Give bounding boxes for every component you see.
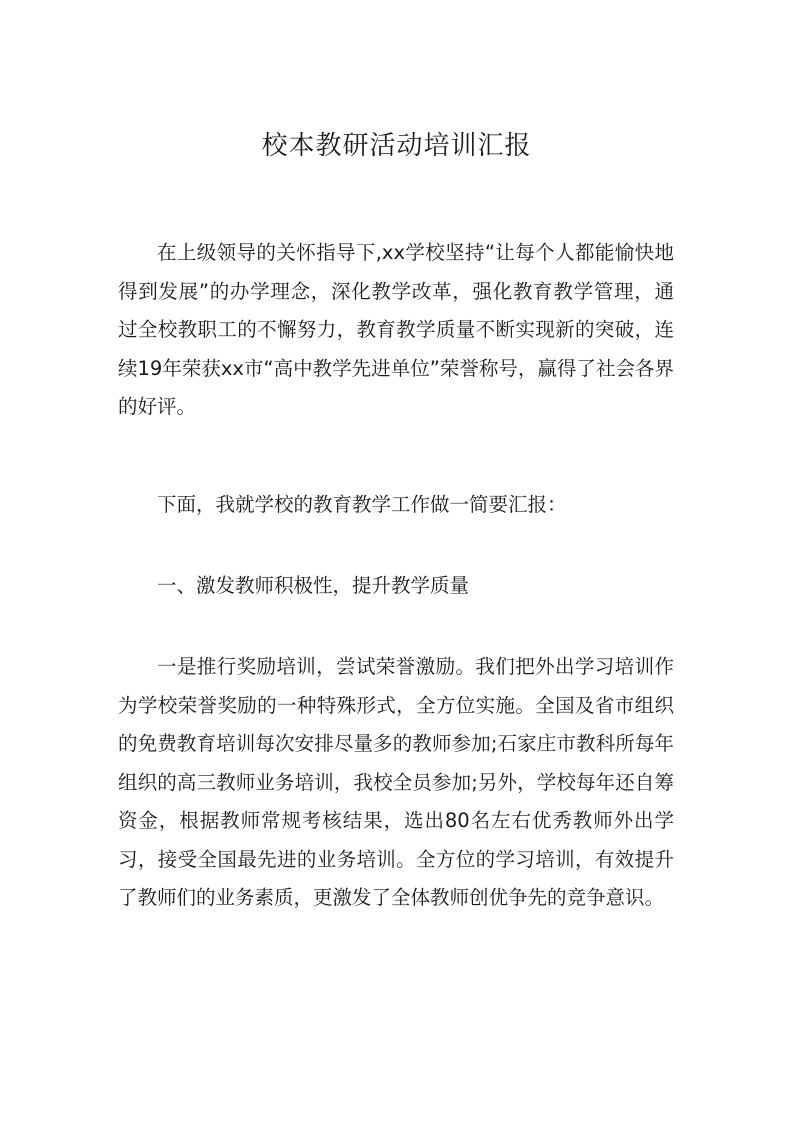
document-title: 校本教研活动培训汇报 bbox=[261, 131, 532, 161]
body-paragraph: 一是推行奖励培训，尝试荣誉激励。我们把外出学习培训作为学校荣誉奖励的一种特殊形式，全方位实施。全国及省市组织的免费教育培训每次安排尽量多的教师参加;石家庄市教科所每年组织的高三教师业务培训，我校全员参加;另外，学校每年还自筹资金，根据教师常规考核结果，选出80名左右优秀教师外出学习，接受全国最先进的业务培训。全方位的学习培训，有效提升了教师们的业务素质，更激发了全体教师创优争先的竞争意识。 bbox=[118, 655, 674, 909]
summary-intro-paragraph: 下面，我就学校的教育教学工作做一简要汇报： bbox=[157, 493, 567, 516]
section-heading: 一、激发教师积极性，提升教学质量 bbox=[157, 574, 470, 597]
intro-paragraph: 在上级领导的关怀指导下,xx学校坚持“让每个人都能愉快地得到发展”的办学理念，深化教学改革，强化教育教学管理，通过全校教职工的不懈努力，教育教学质量不断实现新的突破，连续19年荣获xx市“高中教学先进单位”荣誉称号，赢得了社会各界的好评。 bbox=[118, 241, 674, 418]
